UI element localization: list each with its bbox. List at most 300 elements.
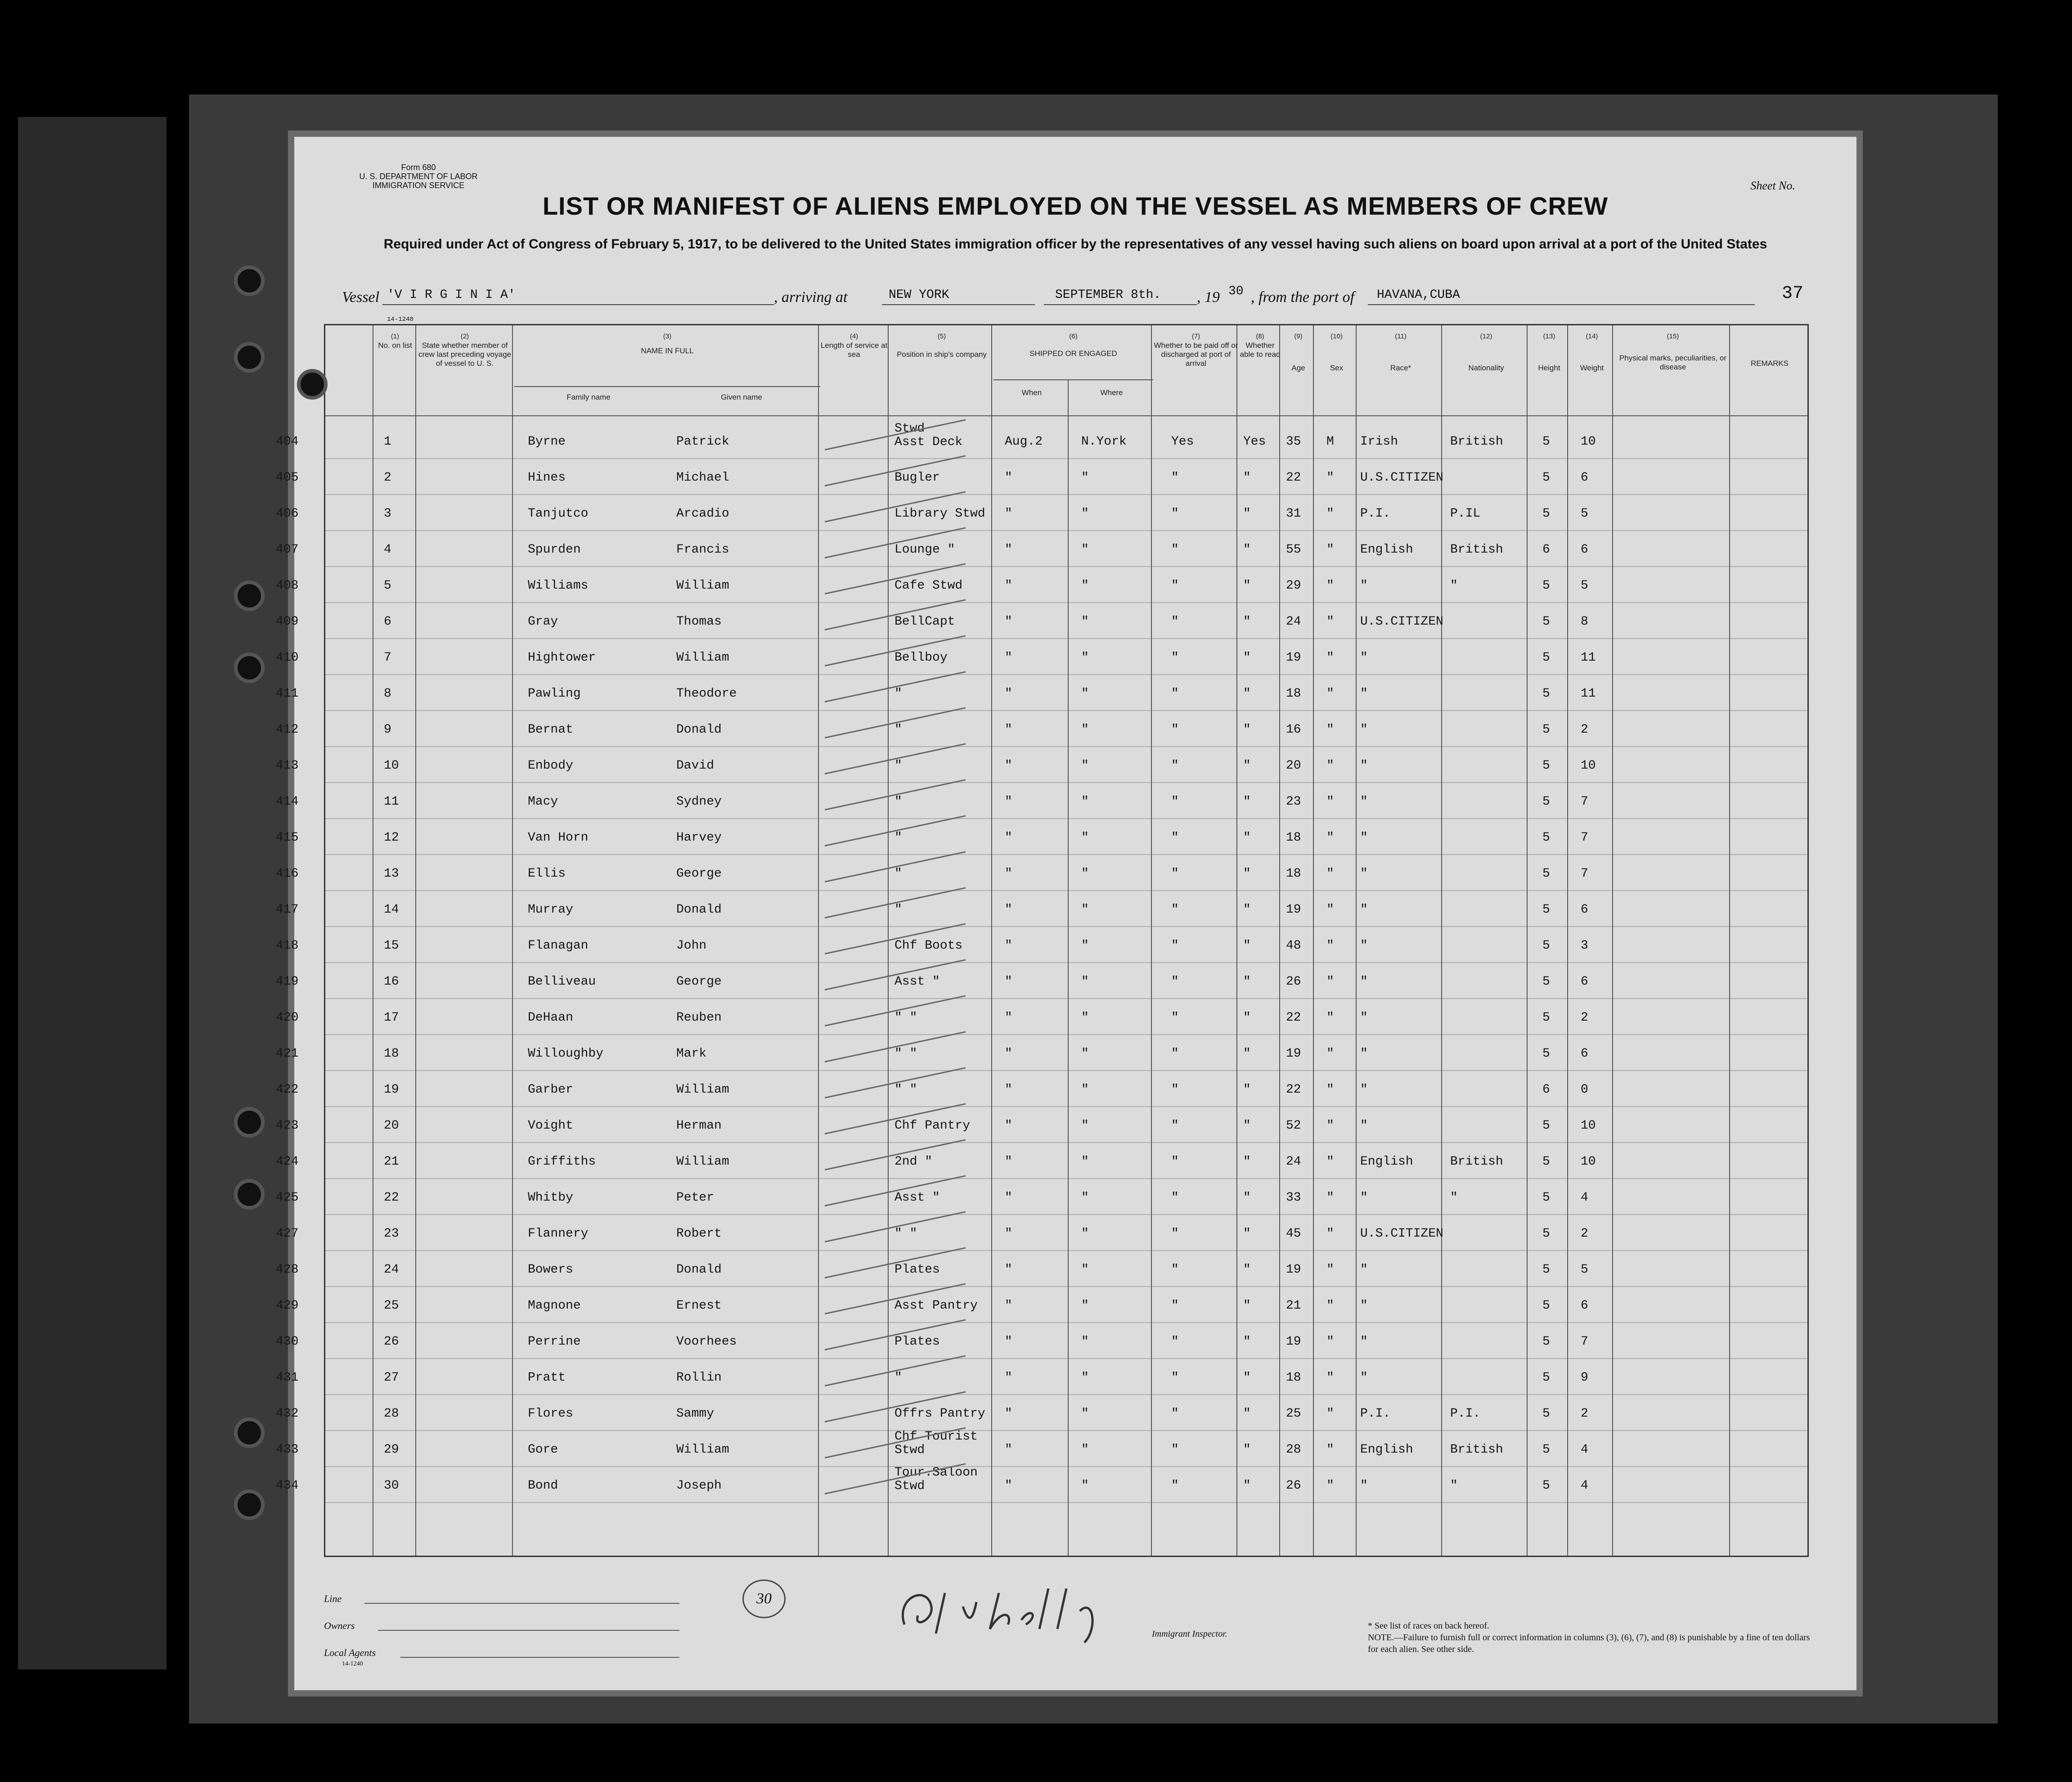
age: 22 bbox=[1286, 471, 1301, 485]
shipped-where: " bbox=[1081, 867, 1089, 881]
age: 18 bbox=[1286, 687, 1301, 701]
able-to-read: " bbox=[1243, 939, 1251, 953]
binder-hole bbox=[234, 266, 265, 296]
given-name: George bbox=[676, 975, 722, 989]
age: 26 bbox=[1286, 1479, 1301, 1493]
ref-number: 411 bbox=[276, 687, 299, 701]
race: " bbox=[1360, 1119, 1368, 1133]
ref-number: 407 bbox=[276, 543, 299, 557]
col6a-header: When bbox=[1021, 388, 1042, 397]
race: " bbox=[1360, 795, 1368, 809]
sex: " bbox=[1326, 1047, 1334, 1061]
given-name: William bbox=[676, 651, 729, 665]
height: 5 bbox=[1542, 1119, 1550, 1133]
weight: 2 bbox=[1581, 723, 1588, 737]
row-number: 16 bbox=[384, 975, 399, 989]
able-to-read: " bbox=[1243, 579, 1251, 593]
row-line bbox=[325, 566, 1807, 567]
sex: " bbox=[1326, 1407, 1334, 1421]
position: Asst " bbox=[894, 1191, 940, 1205]
paid-off: " bbox=[1171, 867, 1179, 881]
paid-off: " bbox=[1171, 1155, 1179, 1169]
row-line bbox=[325, 602, 1807, 603]
col11-num: (11) bbox=[1395, 333, 1407, 340]
row-number: 10 bbox=[384, 759, 399, 773]
height: 5 bbox=[1542, 579, 1550, 593]
position: Lounge " bbox=[894, 543, 955, 557]
age: 33 bbox=[1286, 1191, 1301, 1205]
col8-title: Whether able to read bbox=[1240, 341, 1281, 359]
height: 5 bbox=[1542, 1407, 1550, 1421]
age: 19 bbox=[1286, 1335, 1301, 1349]
paid-off: " bbox=[1171, 723, 1179, 737]
race: " bbox=[1360, 1191, 1368, 1205]
row-line bbox=[325, 530, 1807, 531]
race: English bbox=[1360, 543, 1413, 557]
paid-off: " bbox=[1171, 471, 1179, 485]
race: " bbox=[1360, 723, 1368, 737]
shipped-where: " bbox=[1081, 1227, 1089, 1241]
shipped-where: " bbox=[1081, 687, 1089, 701]
height: 5 bbox=[1542, 1443, 1550, 1457]
ref-number: 414 bbox=[276, 795, 299, 809]
form-number-block bbox=[351, 163, 486, 190]
given-name: Francis bbox=[676, 543, 729, 557]
row-number: 12 bbox=[384, 831, 399, 845]
ref-number: 424 bbox=[276, 1155, 299, 1169]
age: 21 bbox=[1286, 1299, 1301, 1313]
weight: 2 bbox=[1581, 1407, 1588, 1421]
shipped-where: " bbox=[1081, 1299, 1089, 1313]
row-number: 22 bbox=[384, 1191, 399, 1205]
ref-number: 412 bbox=[276, 723, 299, 737]
age: 48 bbox=[1286, 939, 1301, 953]
shipped-when: " bbox=[1005, 471, 1012, 485]
family-name: Bond bbox=[528, 1479, 558, 1493]
date-underline bbox=[1044, 304, 1197, 305]
col2-num: (2) bbox=[460, 333, 469, 340]
race: " bbox=[1360, 1083, 1368, 1097]
col9-num: (9) bbox=[1294, 333, 1303, 340]
given-name: Rollin bbox=[676, 1371, 722, 1385]
sex: " bbox=[1326, 723, 1334, 737]
col9-header bbox=[1281, 332, 1315, 373]
col15-title: Physical marks, peculiarities, or disease bbox=[1619, 354, 1727, 371]
row-line bbox=[325, 746, 1807, 747]
race: U.S.CITIZEN bbox=[1360, 1227, 1443, 1241]
height: 5 bbox=[1542, 1335, 1550, 1349]
nationality: British bbox=[1450, 543, 1503, 557]
paid-off: " bbox=[1171, 1299, 1179, 1313]
nationality: P.IL bbox=[1450, 507, 1481, 521]
shipped-where: " bbox=[1081, 1443, 1089, 1457]
able-to-read: " bbox=[1243, 795, 1251, 809]
position: Offrs Pantry bbox=[894, 1407, 985, 1421]
row-line bbox=[325, 998, 1807, 999]
height: 5 bbox=[1542, 1263, 1550, 1277]
given-name: Thomas bbox=[676, 615, 722, 629]
paid-off: " bbox=[1171, 1047, 1179, 1061]
small-code: 14-1240 bbox=[387, 316, 414, 323]
sex: " bbox=[1326, 1119, 1334, 1133]
weight: 6 bbox=[1581, 543, 1588, 557]
col6-title: SHIPPED OR ENGAGED bbox=[1029, 349, 1117, 358]
shipped-where: " bbox=[1081, 1011, 1089, 1025]
row-number: 3 bbox=[384, 507, 391, 521]
height: 5 bbox=[1542, 795, 1550, 809]
vessel-underline bbox=[382, 304, 774, 305]
height: 5 bbox=[1542, 1371, 1550, 1385]
sex: " bbox=[1326, 1299, 1334, 1313]
row-number: 27 bbox=[384, 1371, 399, 1385]
paid-off: " bbox=[1171, 1335, 1179, 1349]
shipped-where: " bbox=[1081, 1047, 1089, 1061]
given-name: William bbox=[676, 1155, 729, 1169]
row-line bbox=[325, 1106, 1807, 1107]
row-number: 28 bbox=[384, 1407, 399, 1421]
position: " " bbox=[894, 1047, 917, 1061]
ref-number: 405 bbox=[276, 471, 299, 485]
position: Asst " bbox=[894, 975, 940, 989]
ref-number: 406 bbox=[276, 507, 299, 521]
binder-hole bbox=[234, 342, 265, 373]
race: " bbox=[1360, 867, 1368, 881]
paid-off: " bbox=[1171, 759, 1179, 773]
shipped-where: " bbox=[1081, 1119, 1089, 1133]
height: 5 bbox=[1542, 903, 1550, 917]
row-line bbox=[325, 1250, 1807, 1251]
binder-hole bbox=[234, 1179, 265, 1210]
row-number: 13 bbox=[384, 867, 399, 881]
race: " bbox=[1360, 831, 1368, 845]
shipped-where: " bbox=[1081, 831, 1089, 845]
able-to-read: " bbox=[1243, 1083, 1251, 1097]
shipped-when: " bbox=[1005, 975, 1012, 989]
given-name: Peter bbox=[676, 1191, 715, 1205]
paid-off: " bbox=[1171, 687, 1179, 701]
row-number: 8 bbox=[384, 687, 391, 701]
shipped-when: " bbox=[1005, 1191, 1012, 1205]
sheet-no-label: Sheet No. bbox=[1750, 179, 1795, 192]
shipped-where: " bbox=[1081, 651, 1089, 665]
sex: " bbox=[1326, 543, 1334, 557]
able-to-read: " bbox=[1243, 903, 1251, 917]
given-name: Donald bbox=[676, 723, 722, 737]
height: 5 bbox=[1542, 435, 1550, 449]
family-name: Pratt bbox=[528, 1371, 566, 1385]
height: 5 bbox=[1542, 687, 1550, 701]
able-to-read: " bbox=[1243, 759, 1251, 773]
able-to-read: Yes bbox=[1243, 435, 1266, 449]
given-name: Voorhees bbox=[676, 1335, 737, 1349]
paid-off: " bbox=[1171, 507, 1179, 521]
weight: 4 bbox=[1581, 1479, 1588, 1493]
agents-underline bbox=[400, 1657, 679, 1658]
able-to-read: " bbox=[1243, 1263, 1251, 1277]
ref-number: 425 bbox=[276, 1191, 299, 1205]
height: 5 bbox=[1542, 975, 1550, 989]
col10-header bbox=[1315, 332, 1358, 373]
ref-number: 423 bbox=[276, 1119, 299, 1133]
row-line bbox=[325, 494, 1807, 495]
shipped-when: " bbox=[1005, 1407, 1012, 1421]
col2-header bbox=[418, 332, 512, 368]
ref-number: 409 bbox=[276, 615, 299, 629]
position: 2nd " bbox=[894, 1155, 933, 1169]
able-to-read: " bbox=[1243, 831, 1251, 845]
weight: 6 bbox=[1581, 471, 1588, 485]
row-number: 9 bbox=[384, 723, 391, 737]
col3-header bbox=[514, 332, 820, 356]
paid-off: " bbox=[1171, 1263, 1179, 1277]
family-name: Griffiths bbox=[528, 1155, 596, 1169]
race: " bbox=[1360, 651, 1368, 665]
race: P.I. bbox=[1360, 1407, 1391, 1421]
able-to-read: " bbox=[1243, 1227, 1251, 1241]
col5-header bbox=[890, 332, 993, 359]
row-number: 26 bbox=[384, 1335, 399, 1349]
position: " bbox=[894, 795, 902, 809]
row-number: 21 bbox=[384, 1155, 399, 1169]
weight: 5 bbox=[1581, 507, 1588, 521]
shipped-when: " bbox=[1005, 543, 1012, 557]
given-name: Herman bbox=[676, 1119, 722, 1133]
nationality: P.I. bbox=[1450, 1407, 1481, 1421]
row-line bbox=[325, 1070, 1807, 1071]
form-number: Form 680 bbox=[401, 163, 436, 172]
position: Plates bbox=[894, 1335, 940, 1349]
position: Chf Tourist Stwd bbox=[894, 1430, 978, 1457]
family-name: Voight bbox=[528, 1119, 573, 1133]
nationality: " bbox=[1450, 1479, 1458, 1493]
shipped-where: " bbox=[1081, 543, 1089, 557]
footnotes bbox=[1368, 1620, 1818, 1655]
position: Bellboy bbox=[894, 651, 948, 665]
family-name: Pawling bbox=[528, 687, 581, 701]
col7-header bbox=[1153, 332, 1239, 368]
paid-off: " bbox=[1171, 615, 1179, 629]
family-name: Perrine bbox=[528, 1335, 581, 1349]
col-divider bbox=[1729, 325, 1730, 1556]
family-name: Flores bbox=[528, 1407, 573, 1421]
col6b-header: Where bbox=[1100, 388, 1123, 397]
shipped-when: " bbox=[1005, 831, 1012, 845]
ref-number: 410 bbox=[276, 651, 299, 665]
col3-num: (3) bbox=[663, 333, 672, 340]
col-divider bbox=[818, 325, 819, 1556]
row-number: 29 bbox=[384, 1443, 399, 1457]
shipped-where: " bbox=[1081, 507, 1089, 521]
race: " bbox=[1360, 759, 1368, 773]
position: Plates bbox=[894, 1263, 940, 1277]
able-to-read: " bbox=[1243, 1299, 1251, 1313]
age: 29 bbox=[1286, 579, 1301, 593]
col-divider bbox=[1151, 325, 1152, 1556]
row-number: 1 bbox=[384, 435, 391, 449]
sex: " bbox=[1326, 507, 1334, 521]
weight: 10 bbox=[1581, 1155, 1596, 1169]
ref-number: 419 bbox=[276, 975, 299, 989]
family-name: Macy bbox=[528, 795, 558, 809]
shipped-when: " bbox=[1005, 723, 1012, 737]
ref-number: 416 bbox=[276, 867, 299, 881]
height: 5 bbox=[1542, 759, 1550, 773]
row-number: 4 bbox=[384, 543, 391, 557]
year-prefix: , 19 bbox=[1197, 289, 1220, 306]
sex: " bbox=[1326, 1191, 1334, 1205]
weight: 2 bbox=[1581, 1227, 1588, 1241]
shipped-where: " bbox=[1081, 975, 1089, 989]
weight: 11 bbox=[1581, 687, 1596, 701]
sheet-number: 37 bbox=[1782, 284, 1804, 304]
agents-label: Local Agents bbox=[324, 1647, 376, 1658]
able-to-read: " bbox=[1243, 543, 1251, 557]
family-name: Gore bbox=[528, 1443, 558, 1457]
height: 5 bbox=[1542, 939, 1550, 953]
row-line bbox=[325, 458, 1807, 459]
family-name: Hightower bbox=[528, 651, 596, 665]
age: 19 bbox=[1286, 1263, 1301, 1277]
shipped-when: " bbox=[1005, 1227, 1012, 1241]
given-name: Joseph bbox=[676, 1479, 722, 1493]
signature-text: G.V. Kelley bbox=[891, 1588, 893, 1589]
row-line bbox=[325, 890, 1807, 891]
family-name: DeHaan bbox=[528, 1011, 573, 1025]
paid-off: " bbox=[1171, 1407, 1179, 1421]
shipped-when: " bbox=[1005, 903, 1012, 917]
age: 52 bbox=[1286, 1119, 1301, 1133]
family-name: Williams bbox=[528, 579, 589, 593]
col14-num: (14) bbox=[1586, 333, 1598, 340]
age: 24 bbox=[1286, 615, 1301, 629]
col11-title: Race* bbox=[1390, 364, 1411, 372]
header-divider bbox=[325, 415, 1807, 416]
sex: " bbox=[1326, 939, 1334, 953]
ref-number: 417 bbox=[276, 903, 299, 917]
position: Asst Pantry bbox=[894, 1299, 978, 1313]
age: 16 bbox=[1286, 723, 1301, 737]
from-label: , from the port of bbox=[1251, 289, 1355, 306]
port-underline bbox=[1368, 304, 1755, 305]
ref-number: 432 bbox=[276, 1407, 299, 1421]
height: 6 bbox=[1542, 1083, 1550, 1097]
shipped-when: " bbox=[1005, 507, 1012, 521]
ref-number: 421 bbox=[276, 1047, 299, 1061]
row-line bbox=[325, 854, 1807, 855]
given-name: Mark bbox=[676, 1047, 707, 1061]
paid-off: " bbox=[1171, 579, 1179, 593]
shipped-where: " bbox=[1081, 1335, 1089, 1349]
shipped-when: " bbox=[1005, 1263, 1012, 1277]
paid-off: " bbox=[1171, 975, 1179, 989]
race: " bbox=[1360, 1335, 1368, 1349]
paid-off: " bbox=[1171, 651, 1179, 665]
row-line bbox=[325, 710, 1807, 711]
height: 5 bbox=[1542, 1479, 1550, 1493]
given-name: John bbox=[676, 939, 707, 953]
nationality: " bbox=[1450, 1191, 1458, 1205]
col14-header bbox=[1569, 332, 1614, 373]
paid-off: " bbox=[1171, 1119, 1179, 1133]
position: " bbox=[894, 759, 902, 773]
age: 18 bbox=[1286, 831, 1301, 845]
race: " bbox=[1360, 939, 1368, 953]
sex: " bbox=[1326, 1335, 1334, 1349]
sex: " bbox=[1326, 651, 1334, 665]
paid-off: " bbox=[1171, 1371, 1179, 1385]
shipped-where: " bbox=[1081, 723, 1089, 737]
position: " bbox=[894, 723, 902, 737]
family-name: Bernat bbox=[528, 723, 573, 737]
col15-num: (15) bbox=[1667, 333, 1679, 340]
age: 28 bbox=[1286, 1443, 1301, 1457]
row-line bbox=[325, 674, 1807, 675]
col4-header bbox=[820, 332, 888, 359]
col5-title: Position in ship's company bbox=[897, 350, 987, 359]
row-number: 19 bbox=[384, 1083, 399, 1097]
race: " bbox=[1360, 1011, 1368, 1025]
weight: 10 bbox=[1581, 759, 1596, 773]
age: 31 bbox=[1286, 507, 1301, 521]
shipped-when: Aug.2 bbox=[1005, 435, 1043, 449]
height: 5 bbox=[1542, 723, 1550, 737]
binder-hole bbox=[234, 1418, 265, 1448]
arriving-value: NEW YORK bbox=[889, 288, 949, 302]
weight: 4 bbox=[1581, 1191, 1588, 1205]
given-name: Patrick bbox=[676, 435, 729, 449]
family-name: Magnone bbox=[528, 1299, 581, 1313]
department: U. S. DEPARTMENT OF LABOR bbox=[359, 172, 478, 181]
page-title: LIST OR MANIFEST OF ALIENS EMPLOYED ON THE VESSEL AS MEMBERS OF CREW bbox=[542, 192, 1609, 220]
paid-off: " bbox=[1171, 831, 1179, 845]
row-number: 11 bbox=[384, 795, 399, 809]
family-name: Van Horn bbox=[528, 831, 589, 845]
sex: " bbox=[1326, 1227, 1334, 1241]
shipped-when: " bbox=[1005, 615, 1012, 629]
ref-number: 428 bbox=[276, 1263, 299, 1277]
col13-num: (13) bbox=[1543, 333, 1555, 340]
shipped-where: " bbox=[1081, 939, 1089, 953]
col12-header bbox=[1443, 332, 1529, 373]
col10-num: (10) bbox=[1330, 333, 1343, 340]
given-name: Sydney bbox=[676, 795, 722, 809]
vessel-label: Vessel bbox=[342, 289, 380, 306]
inspector-label: Immigrant Inspector. bbox=[1152, 1629, 1227, 1639]
row-number: 14 bbox=[384, 903, 399, 917]
able-to-read: " bbox=[1243, 1407, 1251, 1421]
paid-off: " bbox=[1171, 795, 1179, 809]
position: Chf Boots bbox=[894, 939, 963, 953]
race: " bbox=[1360, 687, 1368, 701]
position: " bbox=[894, 903, 902, 917]
height: 5 bbox=[1542, 1011, 1550, 1025]
able-to-read: " bbox=[1243, 651, 1251, 665]
shipped-when: " bbox=[1005, 939, 1012, 953]
year-value: 30 bbox=[1228, 284, 1244, 298]
arriving-underline bbox=[882, 304, 1035, 305]
row-number: 6 bbox=[384, 615, 391, 629]
row-line bbox=[325, 818, 1807, 819]
able-to-read: " bbox=[1243, 615, 1251, 629]
sex: " bbox=[1326, 867, 1334, 881]
shipped-where: N.York bbox=[1081, 435, 1127, 449]
weight: 6 bbox=[1581, 903, 1588, 917]
ref-number: 433 bbox=[276, 1443, 299, 1457]
agents-code: 14-1240 bbox=[342, 1660, 363, 1667]
col9-title: Age bbox=[1291, 364, 1305, 372]
col8-header bbox=[1239, 332, 1281, 359]
position: Bugler bbox=[894, 471, 940, 485]
